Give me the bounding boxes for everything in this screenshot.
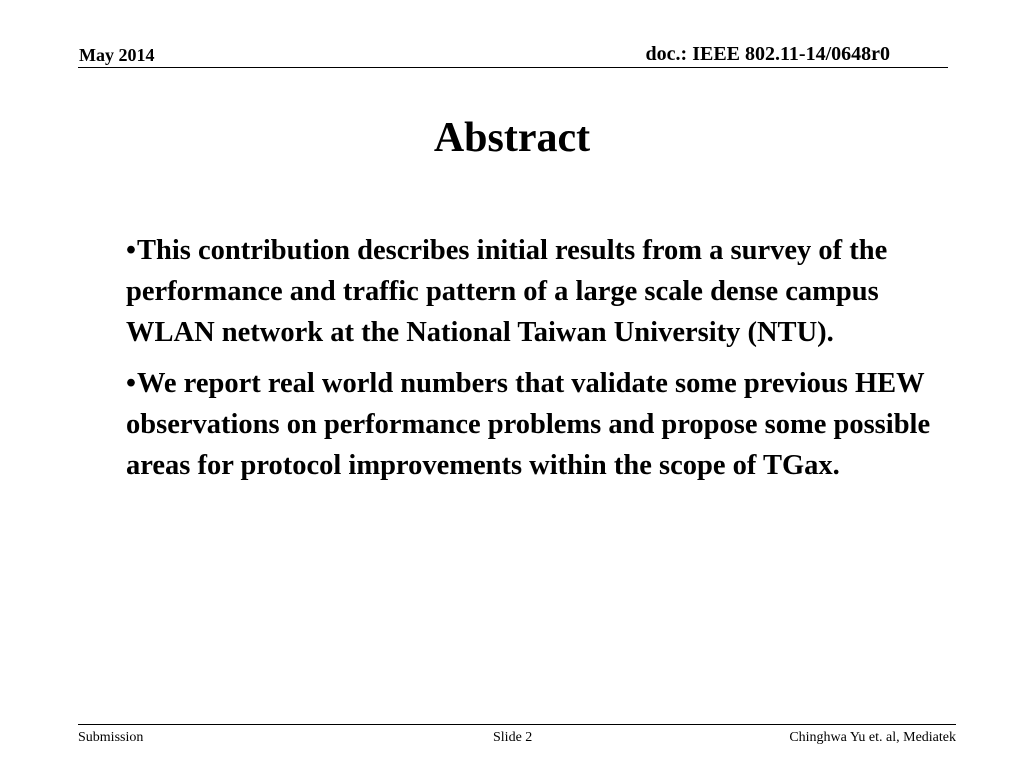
header-divider: [78, 67, 948, 68]
bullet-text: This contribution describes initial results from a survey of the performance and traffic pattern of a large scale dense campus WLAN network at the National Taiwan University (NTU).: [126, 235, 888, 348]
bullet-text: We report real world numbers that validate some previous HEW observations on performance problems and propose some possible areas for protocol improvements within the scope of TGax.: [126, 368, 931, 481]
header-doc-id: doc.: IEEE 802.11-14/0648r0: [645, 43, 890, 65]
header-date: May 2014: [79, 45, 155, 65]
footer-divider: [78, 724, 956, 725]
bullet-list: [126, 230, 946, 496]
footer-submission: Submission: [78, 730, 144, 745]
footer-author: Chinghwa Yu et. al, Mediatek: [789, 730, 956, 745]
bullet-item: [126, 363, 946, 486]
bullet-glyph: •: [126, 235, 136, 266]
bullet-item: [126, 230, 946, 353]
footer-slide-number: Slide 2: [493, 730, 533, 745]
bullet-glyph: •: [126, 368, 136, 399]
slide-title: Abstract: [433, 115, 591, 161]
